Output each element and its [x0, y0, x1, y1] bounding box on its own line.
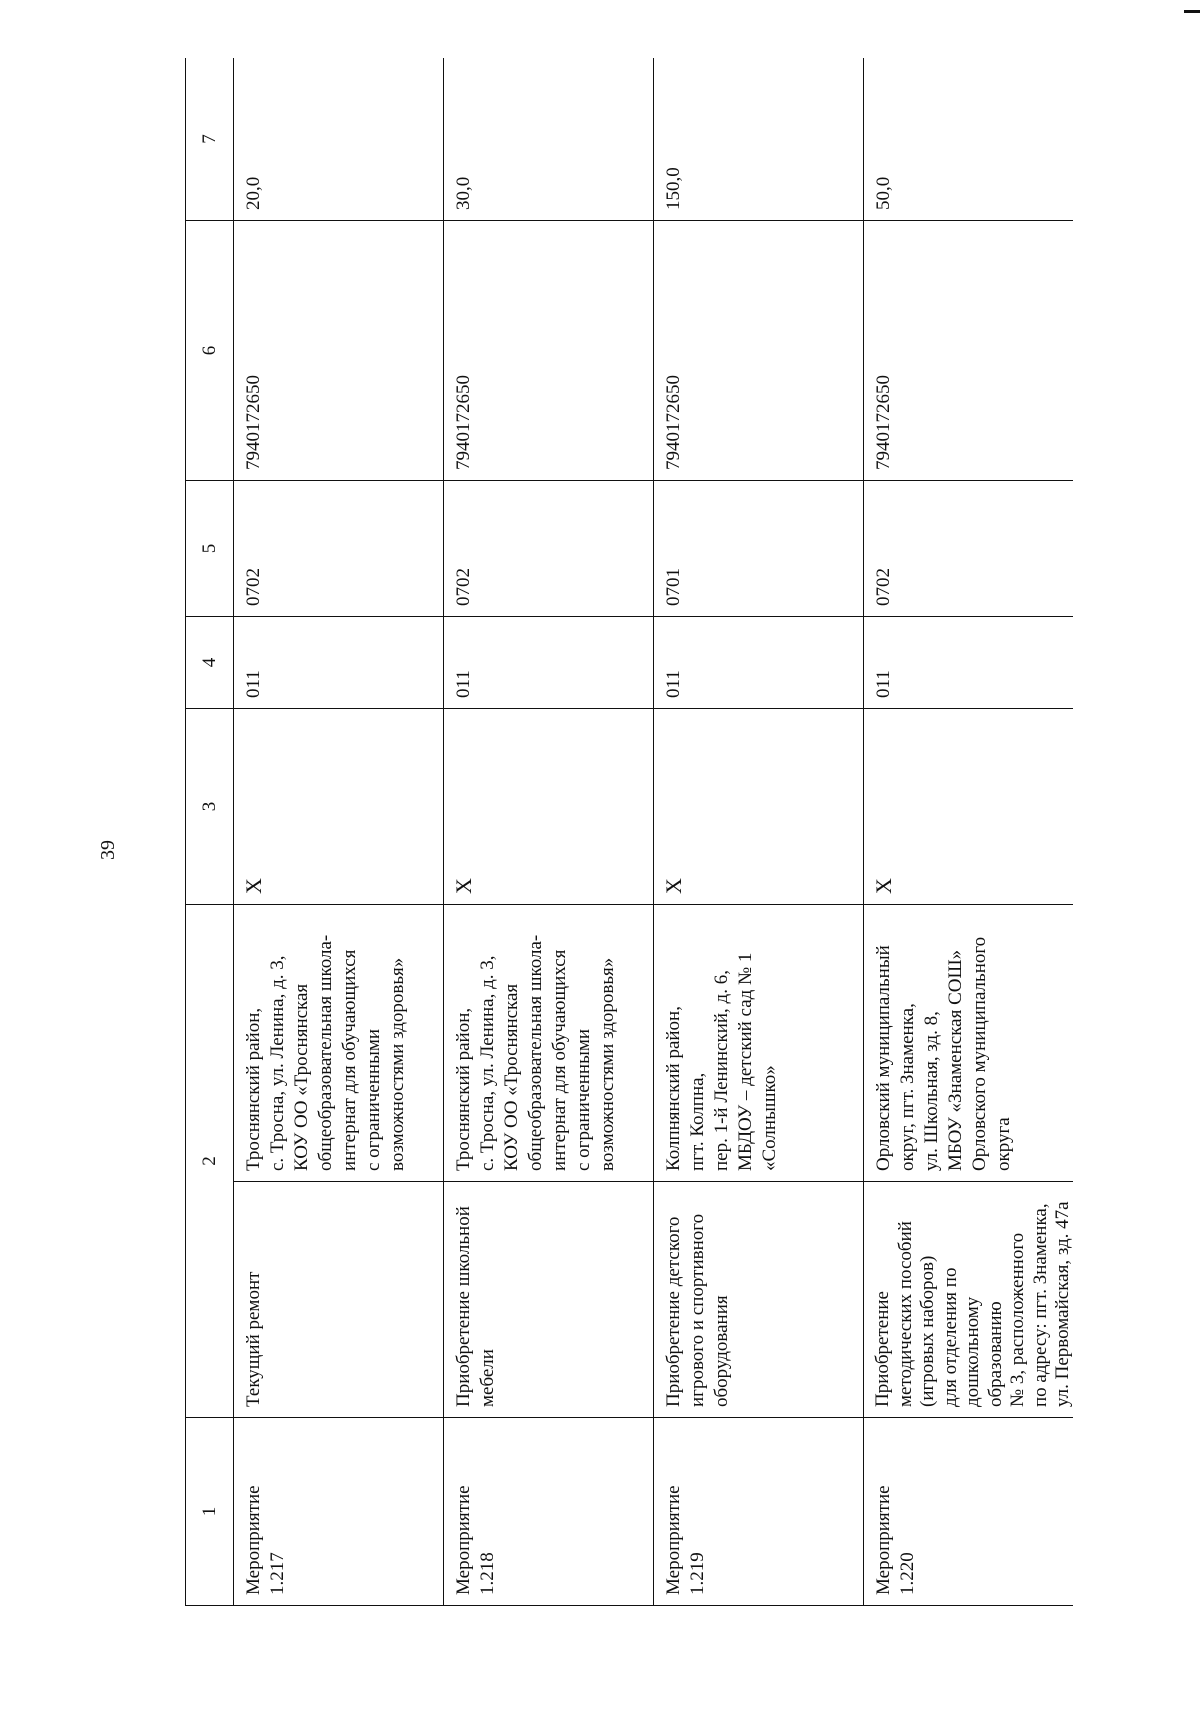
table-row	[864, 58, 1074, 1606]
cell-col-6	[444, 221, 654, 481]
cell-col-4	[444, 617, 654, 709]
activity-number: Мероприятие 1.218	[453, 1485, 498, 1595]
col-6-value: 7940172650	[243, 375, 264, 470]
col-5-value: 0702	[243, 568, 264, 606]
activity-number: Мероприятие 1.219	[663, 1485, 708, 1595]
cell-col-7	[444, 58, 654, 221]
cell-address	[444, 905, 654, 1182]
col-3-value: Х	[871, 878, 896, 894]
activity-address: Троснянский район, с. Тросна, ул. Ленина, д. 3, КОУ ОО «Троснянская общеобразовательная школа- интернат для обучающихся с ограниченными возможностями здоровья»	[453, 934, 618, 1171]
col-3-value: Х	[451, 878, 476, 894]
activity-name: Текущий ремонт	[243, 1271, 264, 1407]
cell-col-7	[864, 58, 1074, 221]
header-col-1: 1	[186, 1418, 234, 1606]
cell-activity-number	[444, 1418, 654, 1606]
table-row	[234, 58, 444, 1606]
cell-activity-name	[234, 1182, 444, 1418]
page-number: 39	[97, 840, 119, 860]
col-6-value: 7940172650	[663, 375, 684, 470]
cell-address	[654, 905, 864, 1182]
corner-mark	[1184, 10, 1200, 13]
activity-number: Мероприятие 1.217	[243, 1485, 288, 1595]
col-5-value: 0702	[453, 568, 474, 606]
header-row	[186, 58, 234, 1606]
cell-address	[864, 905, 1074, 1182]
cell-activity-number	[654, 1418, 864, 1606]
cell-col-5	[234, 481, 444, 617]
header-col-6: 6	[186, 221, 234, 481]
header-col-7: 7	[186, 58, 234, 221]
col-6-value: 7940172650	[873, 375, 894, 470]
cell-col-6	[234, 221, 444, 481]
col-4-value: 011	[873, 670, 894, 698]
col-4-value: 011	[243, 670, 264, 698]
col-5-value: 0701	[663, 568, 684, 606]
col-7-value: 50,0	[873, 176, 894, 210]
cell-col-3	[234, 709, 444, 905]
col-7-value: 20,0	[243, 176, 264, 210]
cell-activity-name	[654, 1182, 864, 1418]
cell-col-5	[444, 481, 654, 617]
cell-col-4	[234, 617, 444, 709]
cell-col-7	[234, 58, 444, 221]
cell-col-4	[654, 617, 864, 709]
header-col-2: 2	[186, 905, 234, 1418]
activity-name: Приобретение методических пособий (игровых наборов) для отделения по дошкольному образованию № 3, расположенного по адресу: пгт. Знаменка, ул. Первомайская, зд. 47а	[872, 1201, 1073, 1407]
cell-col-5	[864, 481, 1074, 617]
activity-name: Приобретение детского игрового и спортивного оборудования	[663, 1213, 732, 1407]
header-col-5: 5	[186, 481, 234, 617]
col-7-value: 30,0	[453, 176, 474, 210]
activity-address: Орловский муниципальный округ, пгт. Знаменка, ул. Школьная, зд. 8, МБОУ «Знаменская СОШ» Орловского муниципального округа	[873, 936, 1014, 1171]
col-3-value: Х	[241, 878, 266, 894]
cell-col-3	[654, 709, 864, 905]
cell-activity-name	[864, 1182, 1074, 1418]
rotated-table-area	[185, 58, 1073, 1606]
header-col-3: 3	[186, 709, 234, 905]
col-4-value: 011	[453, 670, 474, 698]
activity-address: Колпнянский район, пгт. Колпна, пер. 1-й Ленинский, д. 6, МБДОУ – детский сад № 1 «Солнышко»	[663, 952, 780, 1171]
cell-col-3	[864, 709, 1074, 905]
col-5-value: 0702	[873, 568, 894, 606]
header-col-4: 4	[186, 617, 234, 709]
cell-activity-number	[864, 1418, 1074, 1606]
activity-number: Мероприятие 1.220	[873, 1485, 918, 1595]
cell-activity-number	[234, 1418, 444, 1606]
table-rotator	[185, 58, 1073, 1606]
table-row	[444, 58, 654, 1606]
activity-address: Троснянский район, с. Тросна, ул. Ленина, д. 3, КОУ ОО «Троснянская общеобразовательная школа- интернат для обучающихся с ограниченными возможностями здоровья»	[243, 934, 408, 1171]
cell-col-3	[444, 709, 654, 905]
budget-table	[185, 58, 1073, 1606]
col-3-value: Х	[661, 878, 686, 894]
cell-activity-name	[444, 1182, 654, 1418]
cell-col-6	[654, 221, 864, 481]
cell-col-7	[654, 58, 864, 221]
cell-col-5	[654, 481, 864, 617]
activity-name: Приобретение школьной мебели	[453, 1206, 498, 1407]
cell-col-4	[864, 617, 1074, 709]
table-row	[654, 58, 864, 1606]
cell-address	[234, 905, 444, 1182]
col-4-value: 011	[663, 670, 684, 698]
col-6-value: 7940172650	[453, 375, 474, 470]
col-7-value: 150,0	[663, 167, 684, 210]
cell-col-6	[864, 221, 1074, 481]
